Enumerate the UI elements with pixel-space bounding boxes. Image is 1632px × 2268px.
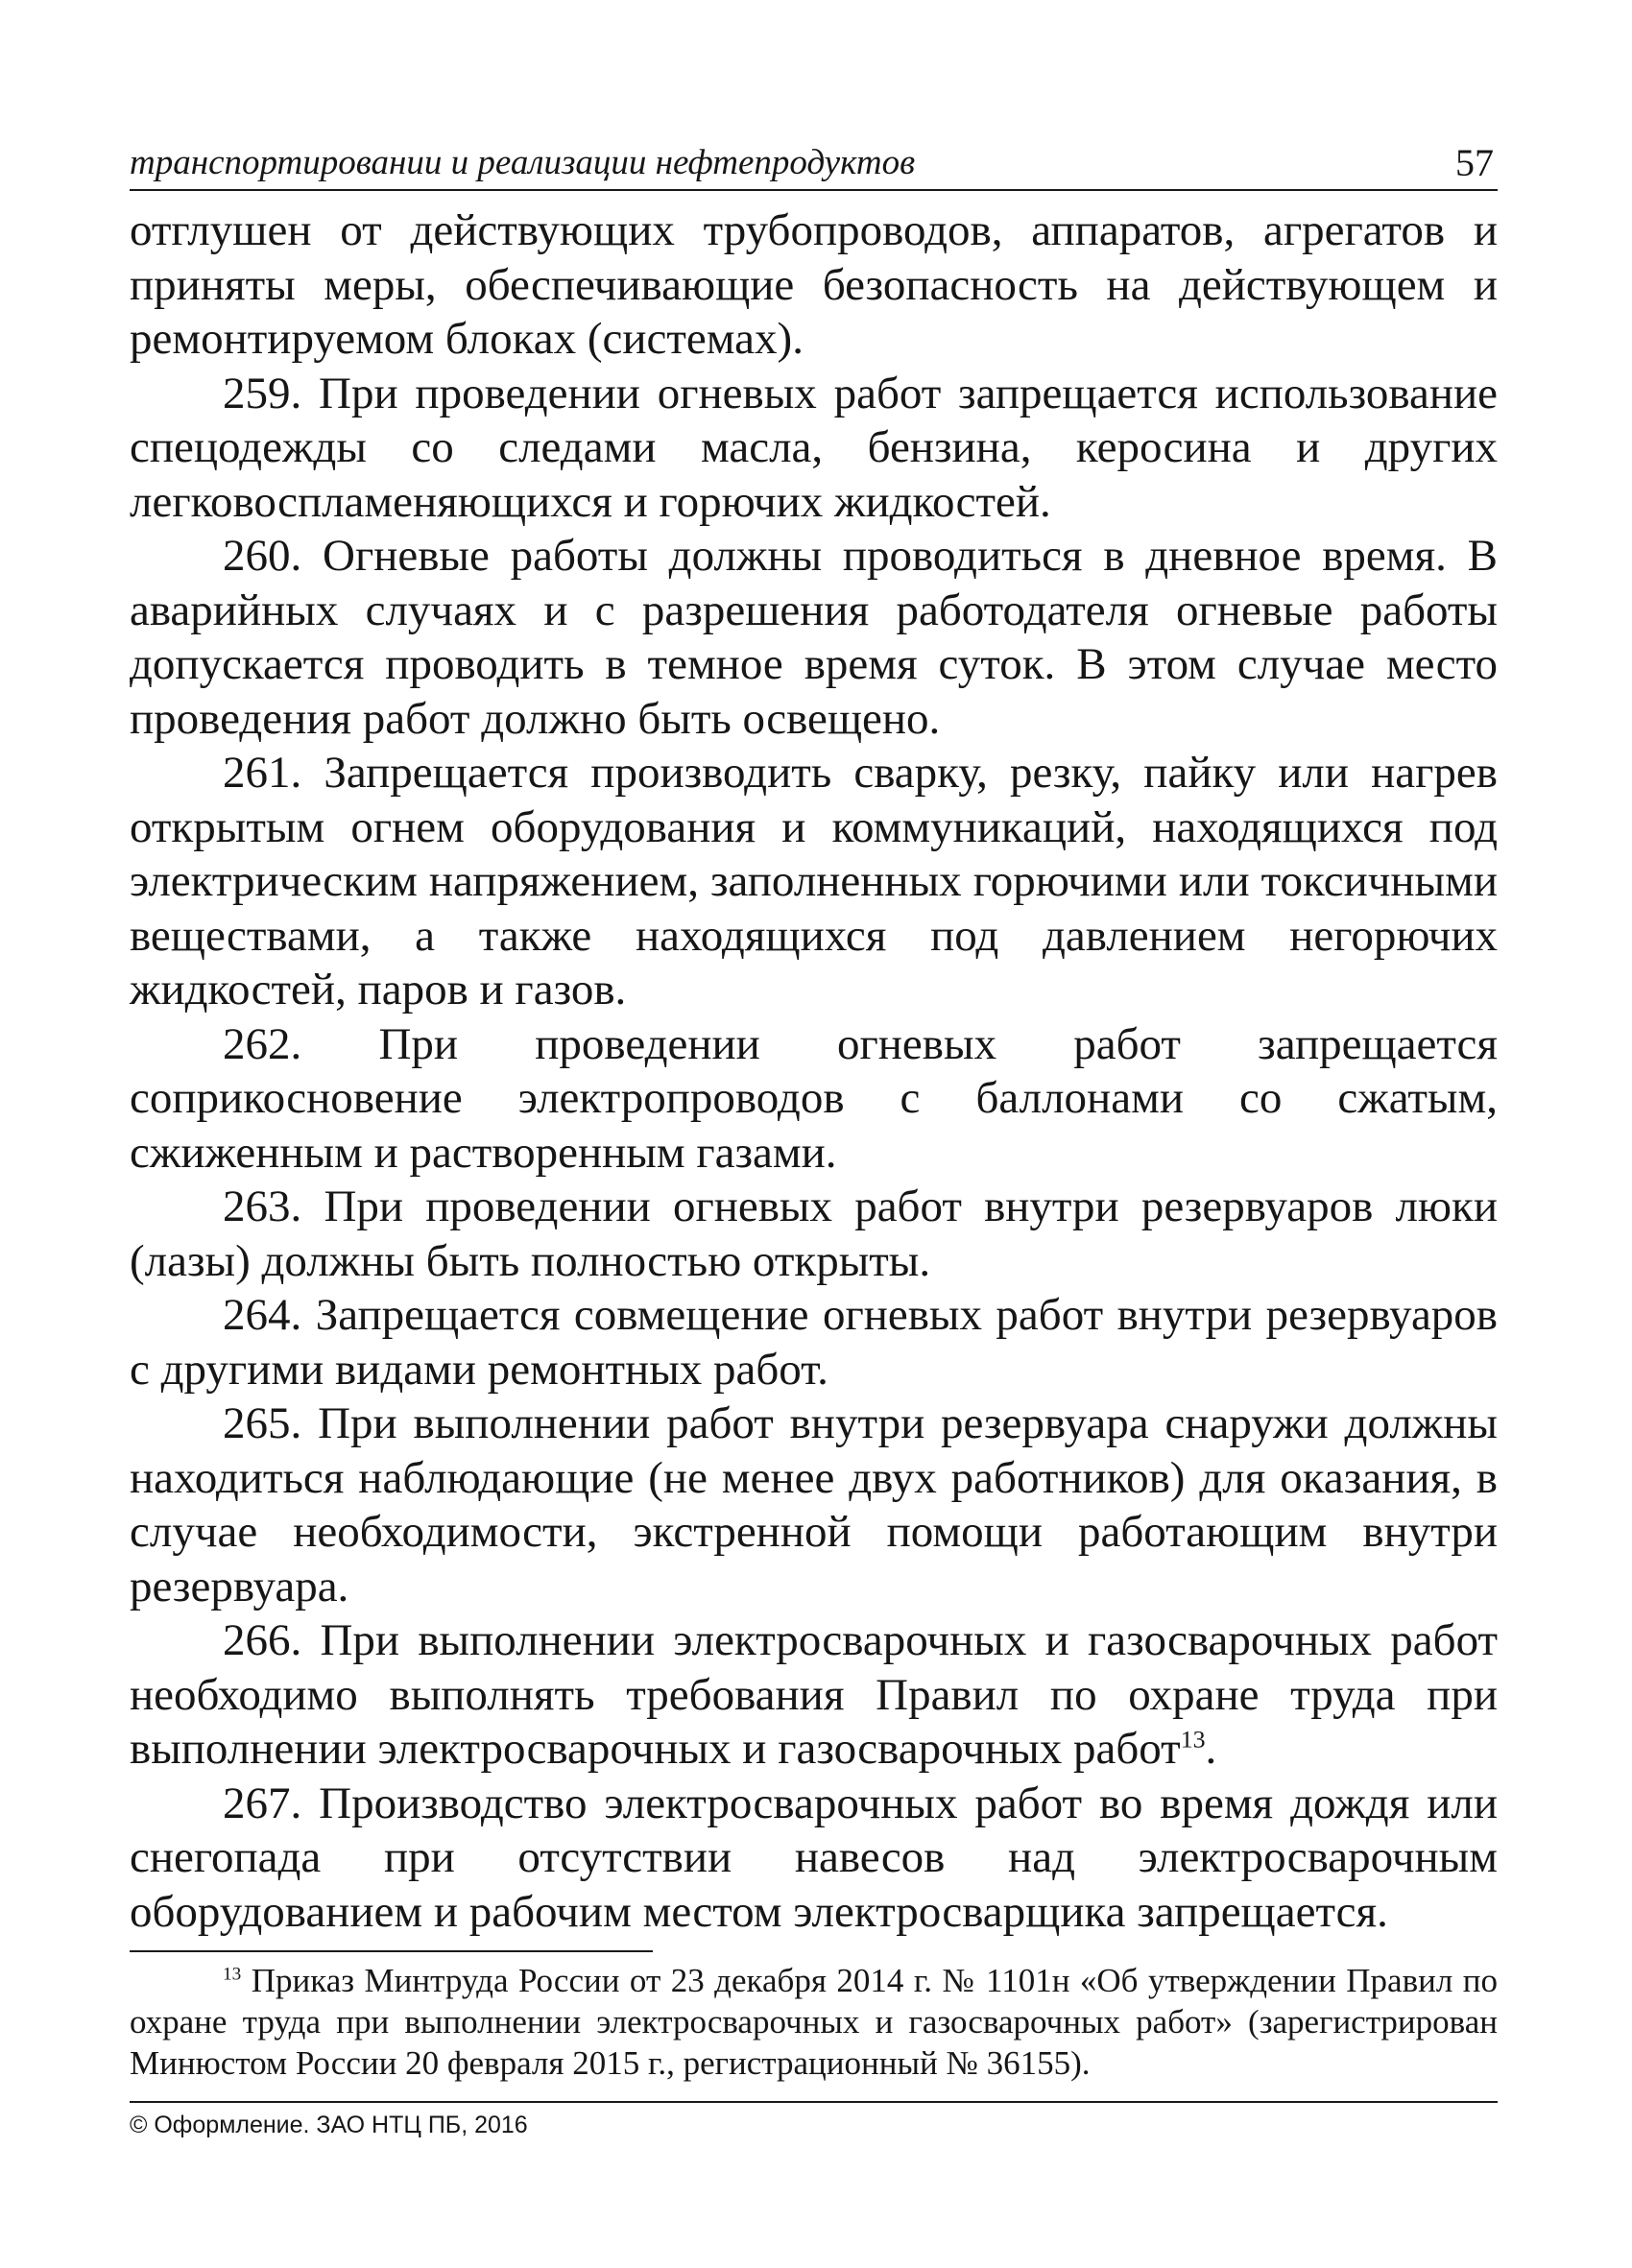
running-header-title: транспортировании и реализации нефтепродуктов — [130, 143, 916, 182]
footnote-reference[interactable]: 13 — [1180, 1725, 1206, 1754]
footnote-marker: 13 — [223, 1964, 242, 1985]
footnote — [130, 1960, 1498, 2084]
page-number: 57 — [1455, 141, 1494, 184]
paragraph-260: 260. Огневые работы должны проводиться в дневное время. В аварийных случаях и с разрешения работодателя огневые работы допускается проводить в темное время суток. В этом случае место проведения работ должно быть освещено. — [130, 531, 1498, 744]
footer-separator — [130, 2101, 1498, 2103]
paragraph-262: 262. При проведении огневых работ запрещается соприкосновение электропроводов с баллонами со сжатым, сжиженным и растворенным газами. — [130, 1018, 1498, 1178]
paragraph-263: 263. При проведении огневых работ внутри резервуаров люки (лазы) должны быть полностью открыты. — [130, 1182, 1498, 1286]
paragraph-265: 265. При выполнении работ внутри резервуара снаружи должны находиться наблюдающие (не менее двух работников) для оказания, в случае необходимости, экстренной помощи работающим внутри резервуара. — [130, 1398, 1498, 1611]
paragraph-continuation: отглушен от действующих трубопроводов, аппаратов, агрегатов и приняты меры, обеспечивающие безопасность на действующем и ремонтируемом блоках (системах). — [130, 205, 1498, 364]
paragraph-259: 259. При проведении огневых работ запрещается использование спецодежды со следами масла, бензина, керосина и других легковоспламеняющихся и горючих жидкостей. — [130, 368, 1498, 527]
body-text — [130, 203, 1498, 1939]
footnote-text: Приказ Минтруда России от 23 декабря 2014 г. № 1101н «Об утверждении Правил по охране труда при выполнении электросварочных и газосварочных работ» (зарегистрирован Минюстом России 20 февраля 2015 г., регистрационный № 36155). — [130, 1962, 1498, 2082]
paragraph-264: 264. Запрещается совмещение огневых работ внутри резервуаров с другими видами ремонтных работ. — [130, 1290, 1498, 1395]
paragraph-261: 261. Запрещается производить сварку, резку, пайку или нагрев открытым огнем оборудования и коммуникаций, находящихся под электрическим напряжением, заполненных горючими или токсичными веществами, а также находящихся под давлением негорючих жидкостей, паров и газов. — [130, 748, 1498, 1015]
paragraph-266-text: 266. При выполнении электросварочных и газосварочных работ необходимо выполнять требования Правил по охране труда при выполнении электросварочных и газосварочных работ — [130, 1615, 1498, 1774]
paragraph-267: 267. Производство электросварочных работ во время дождя или снегопада при отсутствии навесов над электросварочным оборудованием и рабочим местом электросварщика запрещается. — [130, 1778, 1498, 1937]
footnote-separator — [130, 1950, 653, 1952]
paragraph-266-end: . — [1205, 1724, 1217, 1774]
paragraph-266 — [130, 1613, 1498, 1777]
running-header — [130, 139, 1498, 191]
footer-copyright: © Оформление. ЗАО НТЦ ПБ, 2016 — [130, 2112, 528, 2138]
